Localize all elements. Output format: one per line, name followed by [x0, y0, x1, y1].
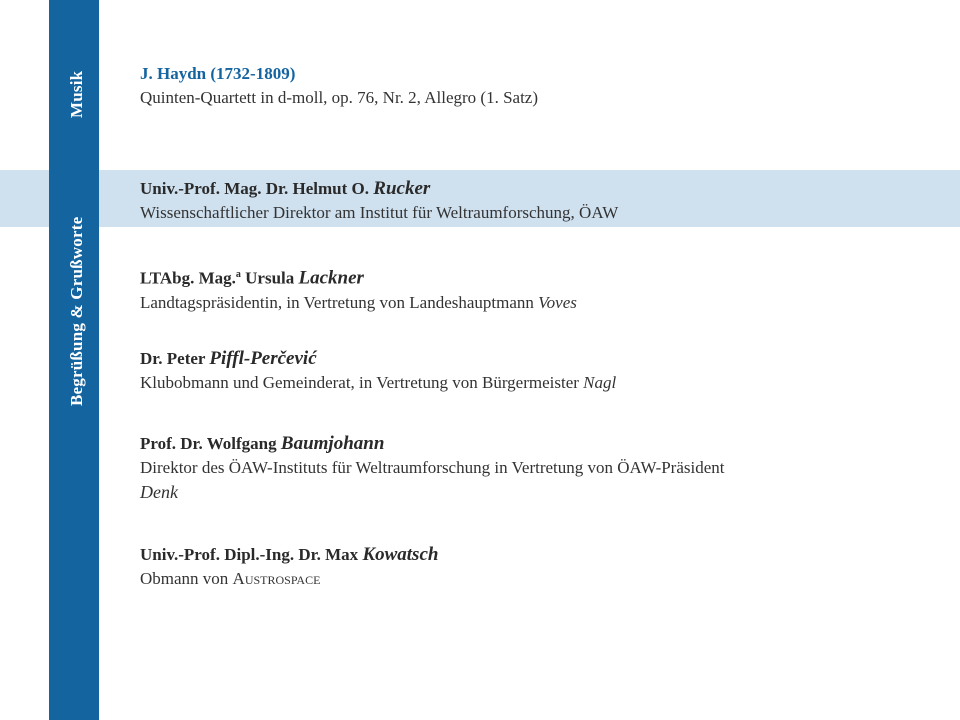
speaker-name: Univ.-Prof. Mag. Dr. Helmut O. Rucker — [140, 178, 431, 199]
speaker-lackner — [140, 263, 577, 315]
speaker-baumjohann — [140, 432, 725, 504]
composer: J. Haydn (1732-1809) — [140, 64, 296, 83]
speaker-name: LTAbg. Mag.$^a$ Ursula Lackner — [140, 267, 364, 289]
speaker-role: Klubobmann und Gemeinderat, in Vertretung von Bürgermeister Nagl — [140, 373, 617, 392]
speaker-role: Direktor des ÖAW-Instituts für Weltraumforschung in Vertretung von ÖAW-Präsident — [140, 458, 725, 477]
music-entry — [140, 62, 538, 110]
speaker-role: Landtagspräsidentin, in Vertretung von Landeshauptmann Voves — [140, 292, 577, 312]
sidebar-label-music: Musik — [67, 70, 86, 118]
speaker-piffl — [140, 347, 616, 395]
speaker-rucker — [140, 177, 618, 225]
speaker-name: Dr. Peter Piffl-Perčević — [140, 348, 317, 369]
speaker-role: Obmann von Austrospace — [140, 569, 321, 588]
speaker-role: Wissenschaftlicher Direktor am Institut für Weltraumforschung, ÖAW — [140, 203, 619, 222]
speaker-name: Prof. Dr. Wolfgang Baumjohann — [140, 433, 385, 454]
speaker-kowatsch — [140, 543, 438, 591]
speaker-name: Univ.-Prof. Dipl.-Ing. Dr. Max Kowatsch — [140, 544, 439, 565]
sidebar-label-greetings: Begrüßung & Grußworte — [67, 216, 86, 406]
piece-title: Quinten-Quartett in d-moll, op. 76, Nr. 2, Allegro (1. Satz) — [140, 88, 539, 107]
speaker-role-name: Denk — [140, 482, 178, 502]
